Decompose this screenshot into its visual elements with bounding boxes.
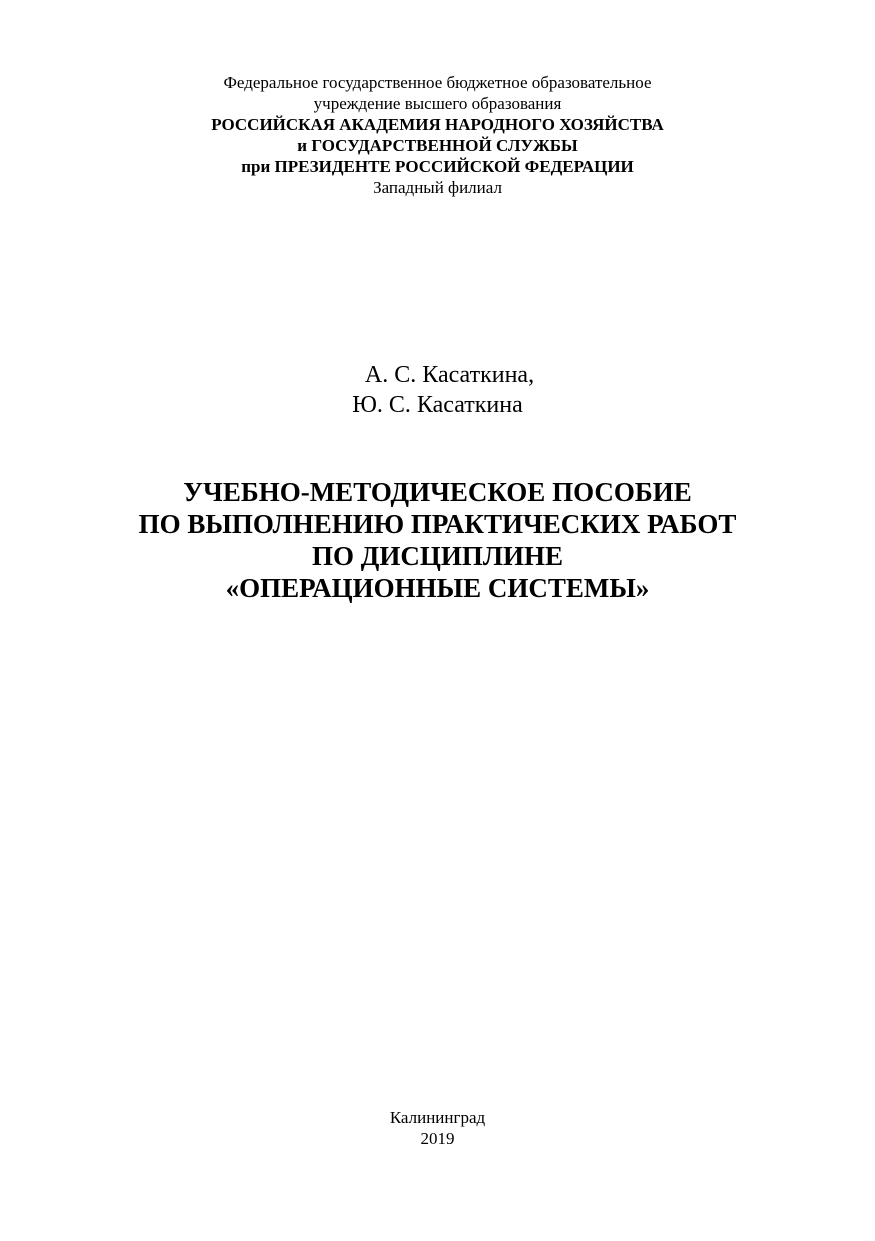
institution-type: Федеральное государственное бюджетное образовательное (223, 73, 652, 92)
institution-level: учреждение высшего образования (313, 94, 562, 113)
authors (0, 360, 875, 420)
institution-header (0, 72, 875, 198)
title-line-1: УЧЕБНО-МЕТОДИЧЕСКОЕ ПОСОБИЕ (183, 477, 692, 507)
institution-name-line-3: при ПРЕЗИДЕНТЕ РОССИЙСКОЙ ФЕДЕРАЦИИ (241, 157, 634, 176)
author-2: Ю. С. Касаткина (352, 392, 523, 418)
imprint-city: Калининград (389, 1108, 486, 1127)
document-title (0, 476, 875, 604)
imprint-year: 2019 (420, 1129, 455, 1148)
imprint (0, 1107, 875, 1149)
title-line-4: «ОПЕРАЦИОННЫЕ СИСТЕМЫ» (225, 573, 650, 603)
author-1: А. С. Касаткина, (364, 362, 535, 388)
institution-branch: Западный филиал (373, 178, 502, 197)
title-line-2: ПО ВЫПОЛНЕНИЮ ПРАКТИЧЕСКИХ РАБОТ (138, 509, 737, 539)
institution-name-line-1: РОССИЙСКАЯ АКАДЕМИЯ НАРОДНОГО ХОЗЯЙСТВА (211, 115, 664, 134)
institution-name-line-2: и ГОСУДАРСТВЕННОЙ СЛУЖБЫ (297, 136, 578, 155)
title-line-3: ПО ДИСЦИПЛИНЕ (312, 541, 563, 571)
